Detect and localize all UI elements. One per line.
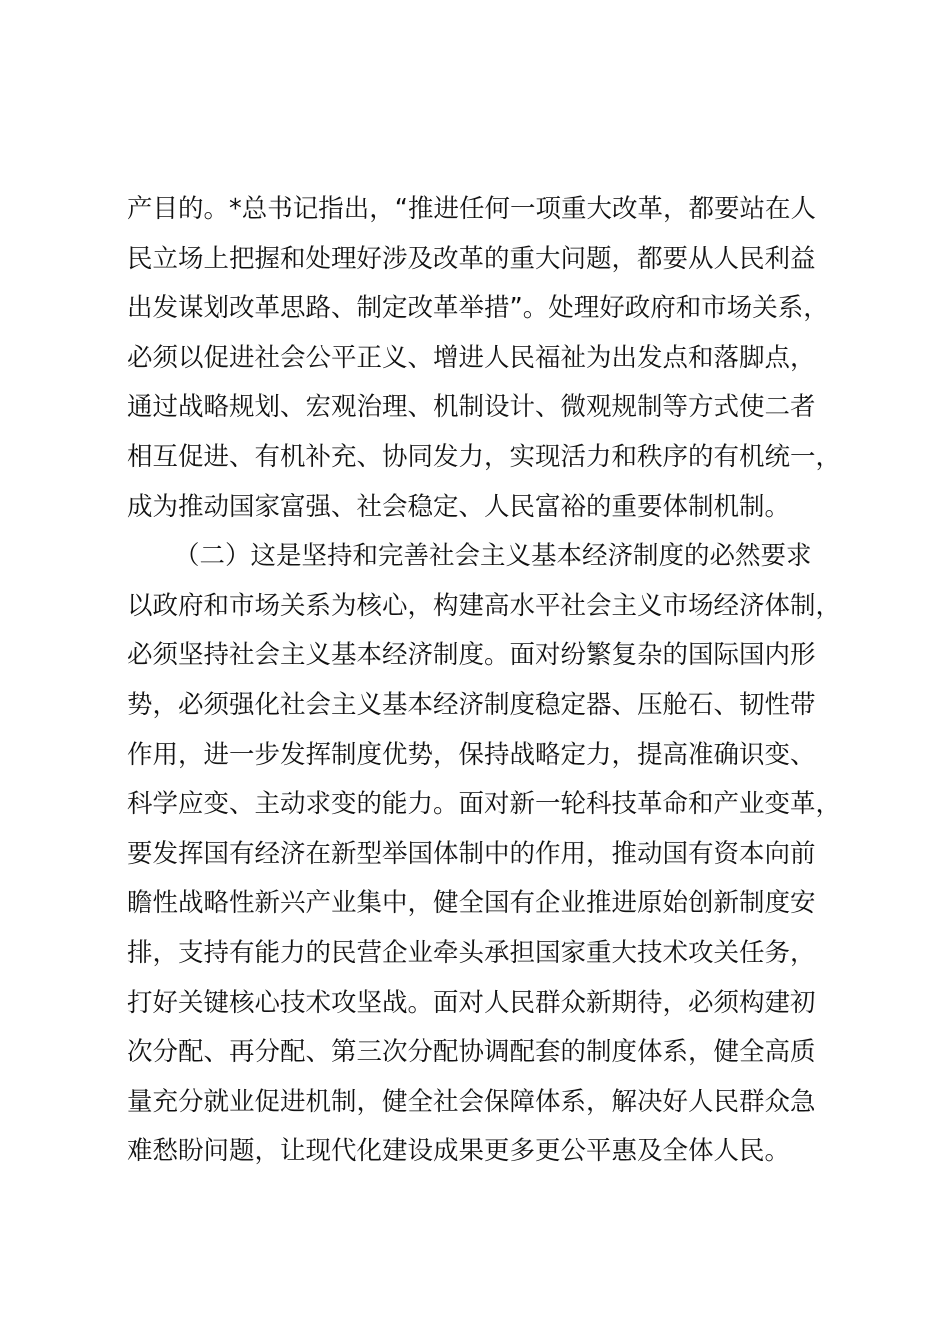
text-line: 以政府和市场关系为核心，构建高水平社会主义市场经济体制， <box>127 590 842 621</box>
body-text <box>127 185 867 1177</box>
text-line: 量充分就业促进机制，健全社会保障体系，解决好人民群众急 <box>127 1086 816 1117</box>
text-line: 科学应变、主动求变的能力。面对新一轮科技革命和产业变革， <box>127 789 842 820</box>
text-line: 排，支持有能力的民营企业牵头承担国家重大技术攻关任务， <box>127 937 816 968</box>
text-line: 产目的。*总书记指出，“推进任何一项重大改革，都要站在人 <box>127 194 816 224</box>
text-line: 难愁盼问题，让现代化建设成果更多更公平惠及全体人民。 <box>127 1136 791 1167</box>
text-line: 民立场上把握和处理好涉及改革的重大问题，都要从人民利益 <box>127 243 816 274</box>
text-line: 打好关键核心技术攻坚战。面对人民群众新期待，必须构建初 <box>127 987 816 1018</box>
text-line: 成为推动国家富强、社会稳定、人民富裕的重要体制机制。 <box>127 491 791 522</box>
text-line: 势，必须强化社会主义基本经济制度稳定器、压舱石、韧性带 <box>127 689 816 720</box>
text-line: 必须以促进社会公平正义、增进人民福祉为出发点和落脚点， <box>127 342 816 373</box>
text-line: 作用，进一步发挥制度优势，保持战略定力，提高准确识变、 <box>127 739 816 770</box>
text-line: 要发挥国有经济在新型举国体制中的作用，推动国有资本向前 <box>127 838 816 869</box>
section-heading: （二）这是坚持和完善社会主义基本经济制度的必然要求 <box>174 541 812 572</box>
text-line: 出发谋划改革思路、制定改革举措”。处理好政府和市场关系， <box>127 293 829 324</box>
text-line: 瞻性战略性新兴产业集中，健全国有企业推进原始创新制度安 <box>127 888 816 919</box>
text-line: 通过战略规划、宏观治理、机制设计、微观规制等方式使二者 <box>127 392 816 423</box>
text-line: 必须坚持社会主义基本经济制度。面对纷繁复杂的国际国内形 <box>127 640 816 671</box>
text-line: 相互促进、有机补充、协同发力，实现活力和秩序的有机统一， <box>127 441 842 472</box>
text-line: 次分配、再分配、第三次分配协调配套的制度体系，健全高质 <box>127 1037 816 1068</box>
